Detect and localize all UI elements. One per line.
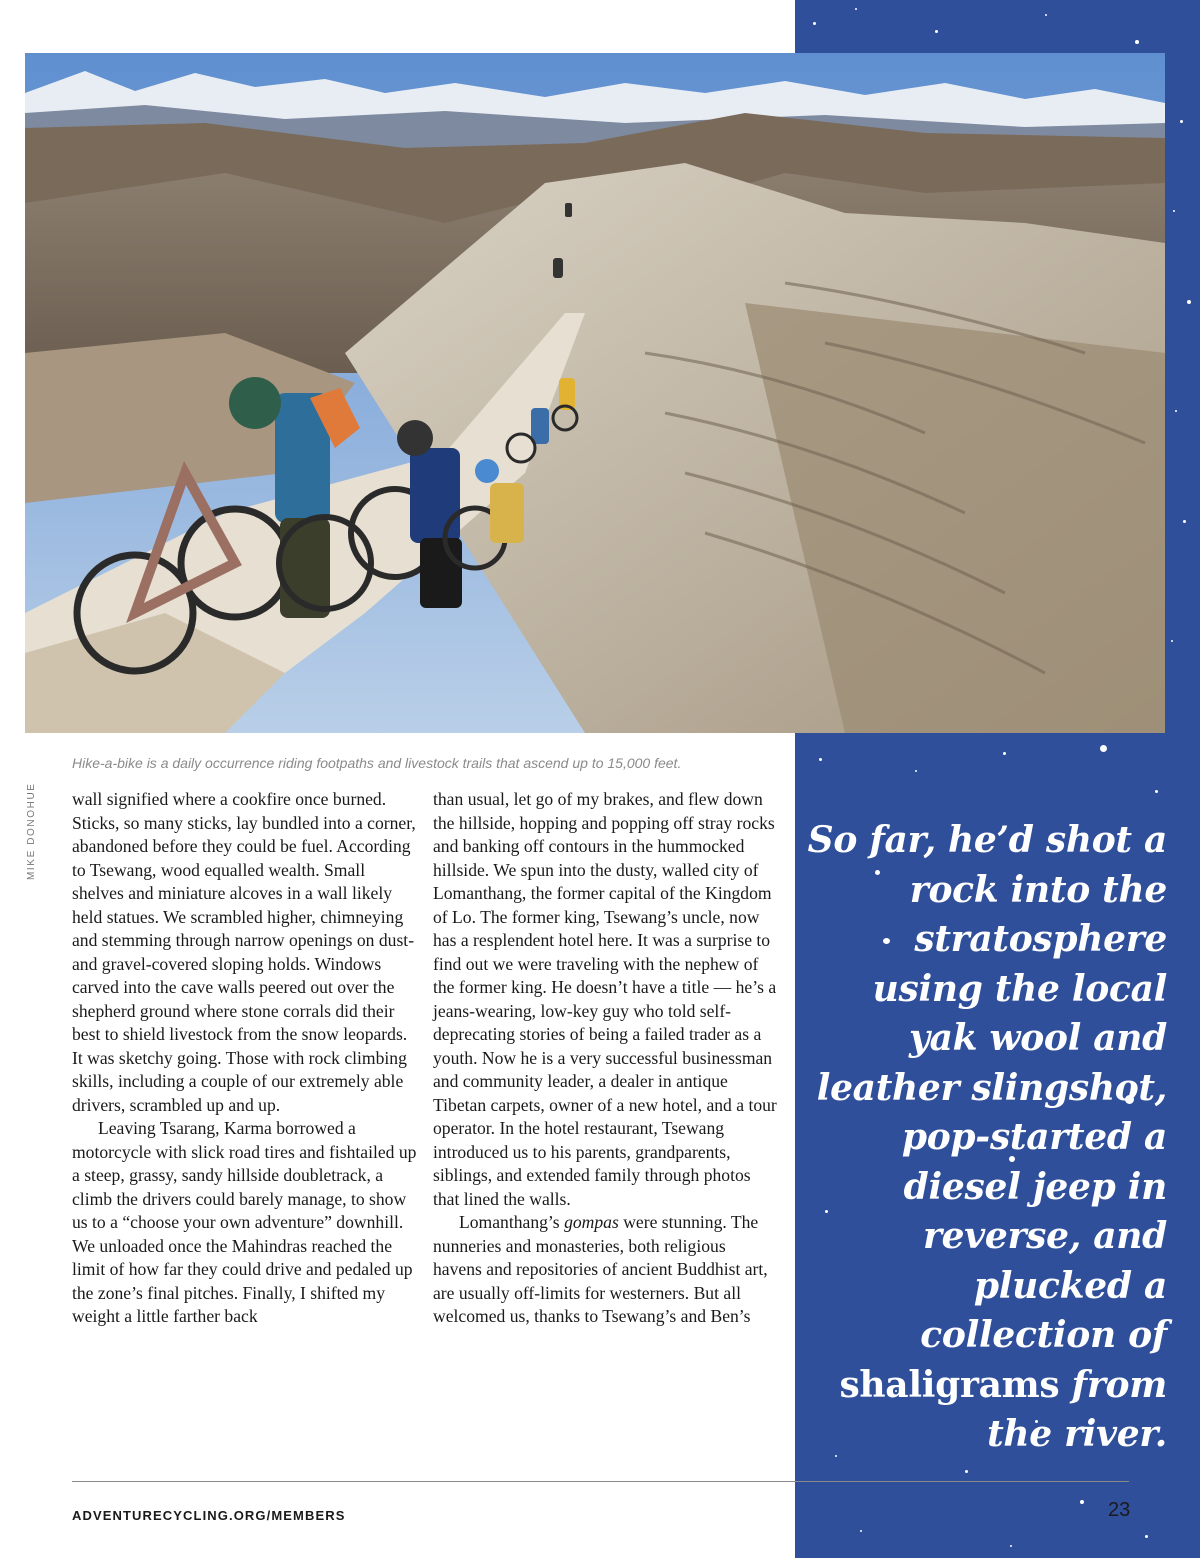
body-paragraph: wall signified where a cookfire once burned. Sticks, so many sticks, lay bundled into a corner, abandoned before they could be fuel. According to Tsewang, wood equalled wealth. Small shelves and miniature alcoves in a wall likely held statues. We scrambled higher, chimneying and stemming through narrow openings on dust- and gravel-covered sloping holds. Windows carved into the cave walls peered out over the shepherd ground where stone corrals did their best to shield livestock from the snow leopards. It was sketchy going. Those with rock climbing skills, including a couple of our extremely able drivers, scrambled up and up. — [72, 789, 416, 1115]
body-paragraph — [433, 1211, 778, 1329]
body-paragraph: than usual, let go of my brakes, and flew down the hillside, hopping and popping off stray rocks and banking off contours in the hummocked hillside. We spun into the dusty, walled city of Lomanthang, the former capital of the Kingdom of Lo. The former king, Tsewang’s uncle, now has a resplendent hotel here. It was a surprise to find out we were traveling with the nephew of the former king. He doesn’t have a title — he’s a jeans-wearing, low-key guy who told self-deprecating stories of being a failed trader as a youth. Now he is a very successful businessman and community leader, a dealer in antique Tibetan carpets, owner of a new hotel, and a tour operator. In the hotel restaurant, Tsewang introduced us to his parents, grandparents, siblings, and extended family through photos that lined the walls. — [433, 789, 777, 1209]
pull-quote — [805, 816, 1167, 1460]
footer-divider — [72, 1481, 1129, 1482]
footer-url: ADVENTURECYCLING.ORG/MEMBERS — [72, 1508, 346, 1523]
pull-quote-text: from the river. — [987, 1363, 1167, 1455]
italic-term: gompas — [564, 1212, 619, 1232]
pull-quote-upright-word: shaligrams — [839, 1363, 1060, 1406]
body-text: were stunning. The nunneries and monasteries, both religious havens and repositories of ancient Buddhist art, are usually off-limits for westerners. But all welcomed us, thanks to Tsewang’s and Ben’s — [433, 1212, 768, 1326]
photo-caption: Hike-a-bike is a daily occurrence riding footpaths and livestock trails that ascend up to 15,000 feet. — [72, 755, 682, 771]
body-text: Lomanthang’s — [459, 1212, 565, 1232]
body-paragraph: Leaving Tsarang, Karma borrowed a motorcycle with slick road tires and fishtailed up a steep, grassy, sandy hillside doubletrack, a climb the drivers could barely manage, to show us to a “choose your own adventure” downhill. We unloaded once the Mahindras reached the limit of how far they could drive and pedaled up the zone’s final pitches. Finally, I shifted my weight a little farther back — [72, 1118, 417, 1326]
body-column-right — [433, 788, 778, 1329]
hike-a-bike-photo — [25, 53, 1165, 733]
pull-quote-text: So far, he’d shot a rock into the stratosphere using the local yak wool and leather slingshot, pop-started a diesel jeep in reverse, and plucked a collection of — [807, 819, 1167, 1356]
page-number: 23 — [1108, 1499, 1131, 1521]
photo-credit: MIKE DONOHUE — [26, 782, 37, 880]
body-column-left — [72, 788, 417, 1329]
